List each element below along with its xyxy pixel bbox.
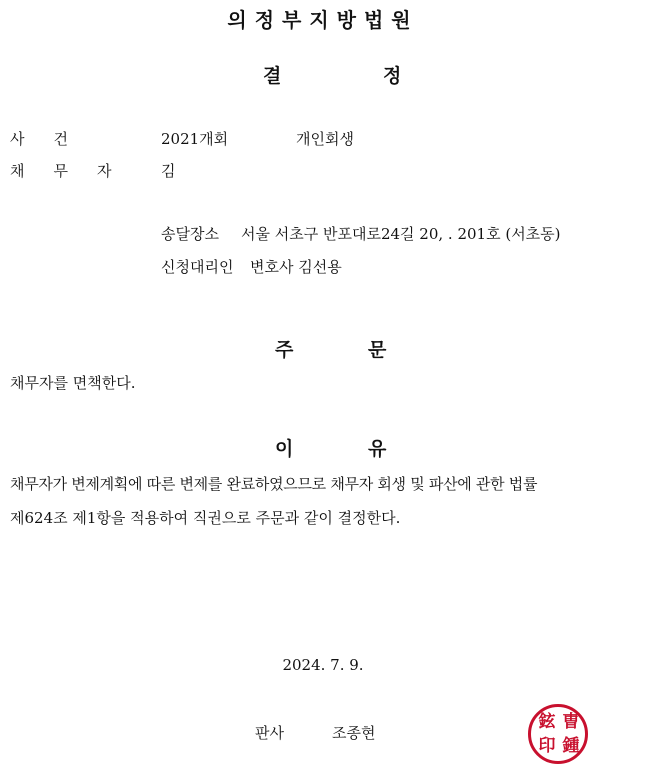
seal-char: 鉉 <box>538 712 556 732</box>
reason-line-1: 채무자가 변제계획에 따른 변제를 완료하였으므로 채무자 회생 및 파산에 관한 법률 <box>10 475 538 493</box>
judge-title: 판사 <box>255 724 284 742</box>
order-heading-left: 주 <box>275 339 294 361</box>
agent-name: 변호사 김선용 <box>250 258 342 276</box>
case-type: 개인회생 <box>296 130 354 148</box>
order-heading-right: 문 <box>368 339 387 361</box>
reason-heading-left: 이 <box>275 438 294 460</box>
court-seal-stamp <box>528 704 588 764</box>
seal-char: 鍾 <box>562 736 580 756</box>
delivery-address: 서울 서초구 반포대로24길 20, . 201호 (서초동) <box>241 225 561 243</box>
judge-name: 조종현 <box>332 724 376 742</box>
debtor-name: 김 <box>161 162 176 180</box>
delivery-label: 송달장소 <box>161 225 219 243</box>
debtor-label: 채무자 <box>10 162 141 180</box>
reason-heading-right: 유 <box>368 438 387 460</box>
agent-label: 신청대리인 <box>161 258 234 276</box>
court-name: 의정부지방법원 <box>227 8 419 32</box>
seal-char: 印 <box>538 736 556 756</box>
case-label: 사건 <box>10 130 97 148</box>
case-number: 2021개회 <box>161 130 229 148</box>
doc-title-left: 결 <box>263 65 282 87</box>
doc-title-right: 정 <box>383 65 402 87</box>
decision-date: 2024. 7. 9. <box>282 656 364 674</box>
order-text: 채무자를 면책한다. <box>10 374 136 392</box>
reason-line-2: 제624조 제1항을 적용하여 직권으로 주문과 같이 결정한다. <box>10 509 401 527</box>
seal-char: 曺 <box>562 712 580 732</box>
